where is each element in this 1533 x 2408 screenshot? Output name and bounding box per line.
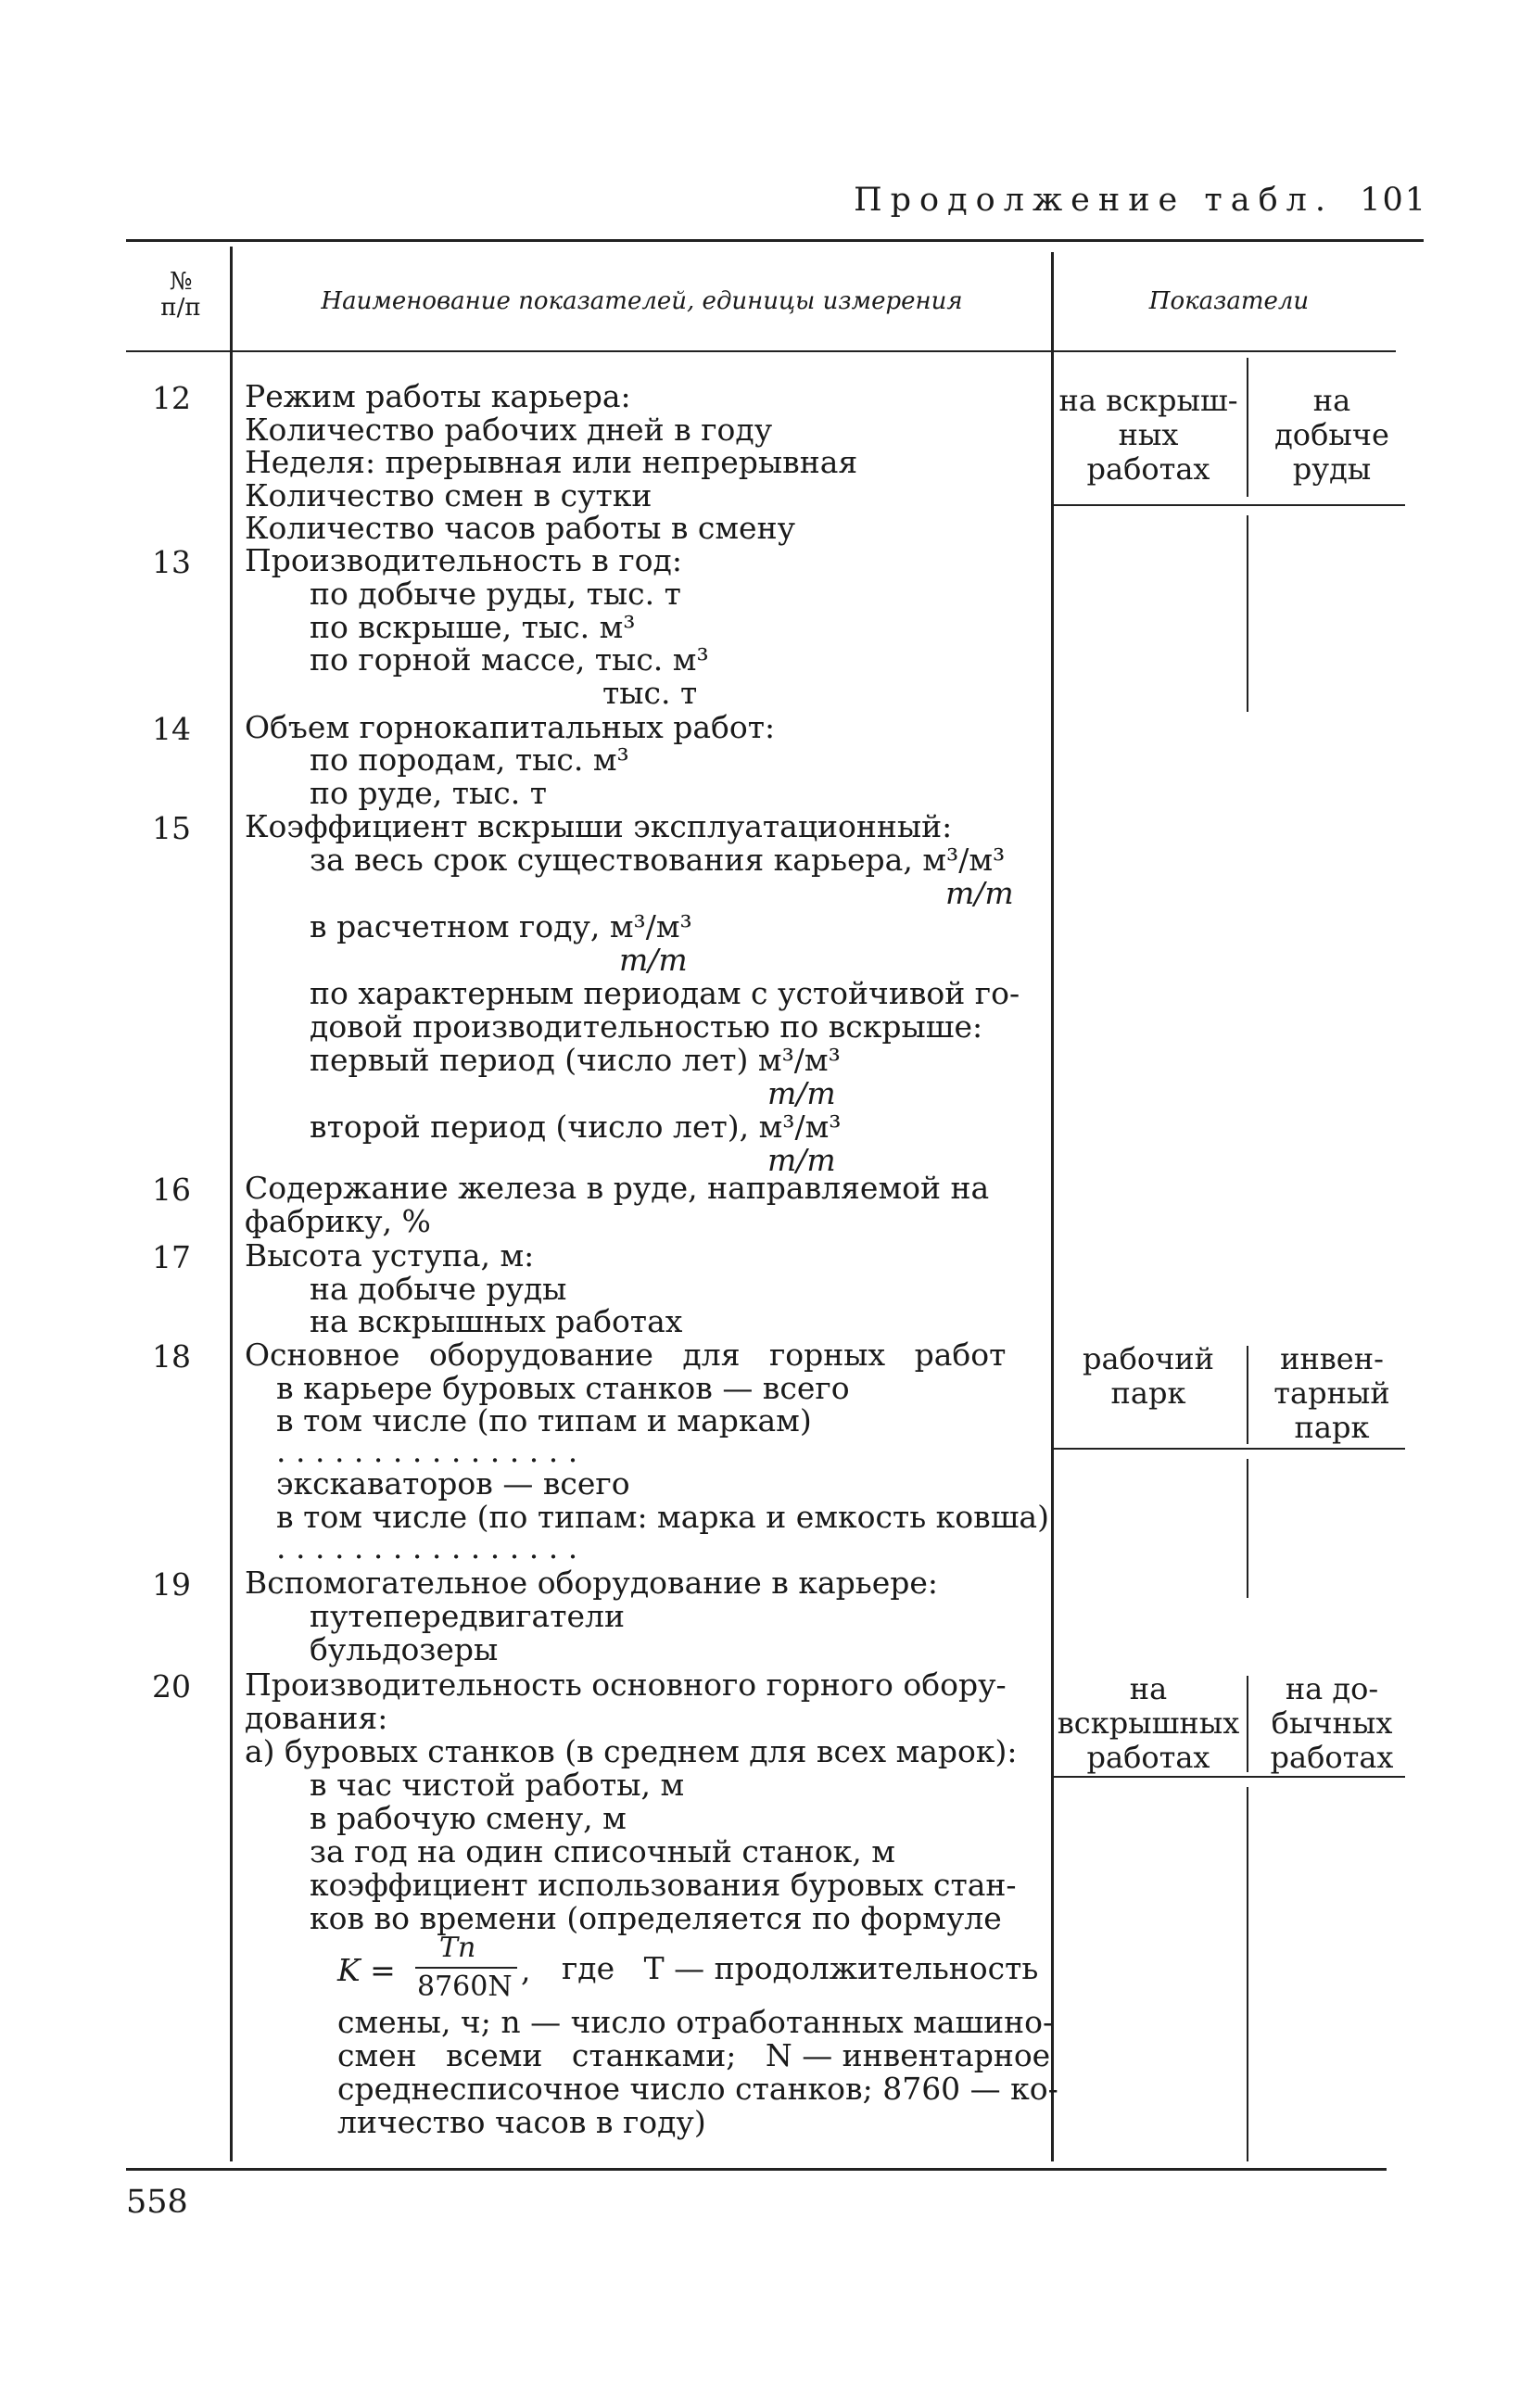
row-15-line: т/т [945,875,1014,911]
row-20-line: а) буровых станков (в среднем для всех марок): [245,1733,1018,1769]
row-19-line: путепередвигатели [310,1598,625,1634]
table-bottom-rule [126,2168,1387,2171]
row-20-line: личество часов в году) [337,2104,706,2140]
row-15-line: по характерным периодам с устойчивой го- [310,975,1020,1011]
subhead-20-left: на вскрышных работах [1057,1671,1240,1775]
row-15-line: второй период (число лет), м³/м³ [310,1109,842,1145]
formula-numerator: Tn [439,1932,476,1964]
row-15-line: довой производительностью по вскрыше: [310,1008,983,1045]
row-20-line: в час чистой работы, м [310,1767,685,1803]
row-15-line: в расчетном году, м³/м³ [310,908,692,944]
row-num-12: 12 [152,380,191,416]
formula-lhs: K = [337,1952,396,1988]
row-20-line: в рабочую смену, м [310,1800,627,1836]
subhead-12-left: на вскрыш- ных работах [1058,383,1238,487]
row-20-line: Производительность основного горного обору- [245,1667,1007,1703]
row-15-line: Коэффициент вскрыши эксплуатационный: [245,808,953,844]
subhead-12-right: на добыче руды [1274,383,1389,487]
subhead-18-left: рабочий парк [1083,1341,1214,1411]
values-subrule-12 [1053,504,1405,506]
row-18-line: в том числе (по типам и маркам) [276,1402,812,1438]
row-12-line: Количество рабочих дней в году [245,412,773,448]
row-13-line: тыс. т [602,675,698,711]
num-column-rule [230,247,233,2161]
row-12-line: Режим работы карьера: [245,378,631,414]
row-20-line: ков во времени (определяется по формуле [310,1900,1002,1936]
values-divider-20b [1247,1787,1248,2161]
row-19-line: Вспомогательное оборудование в карьере: [245,1565,939,1601]
col-name-header: Наименование показателей, единицы измерения [321,287,963,315]
row-18-line: Основное оборудование для горных работ [245,1337,1007,1373]
values-subrule-20 [1053,1776,1405,1778]
formula-denominator: 8760N [417,1971,513,2003]
values-divider-20a [1247,1676,1248,1772]
values-divider-18a [1247,1346,1248,1444]
col-num-header: № п/п [160,268,201,322]
row-15-line: за весь срок существования карьера, м³/м³ [310,842,1006,878]
row-num-19: 19 [152,1566,191,1603]
row-num-14: 14 [152,711,191,747]
row-13-line: по вскрыше, тыс. м³ [310,609,636,645]
values-divider-18b [1247,1459,1248,1598]
row-15-line: т/т [767,1142,836,1178]
row-num-16: 16 [152,1172,191,1208]
table-top-rule [126,239,1424,242]
row-15-line: т/т [767,1075,836,1111]
row-12-line: Количество смен в сутки [245,477,652,513]
row-19-line: бульдозеры [310,1631,499,1667]
row-num-15: 15 [152,810,191,846]
row-17-line: на вскрышных работах [310,1303,683,1339]
row-num-17: 17 [152,1239,191,1275]
values-divider-12a [1247,358,1248,497]
col-values-header: Показатели [1148,287,1310,315]
row-20-line: за год на один списочный станок, м [310,1833,895,1869]
row-num-20: 20 [152,1668,191,1705]
utilization-formula [337,1932,597,2006]
row-18-dot-leader: . . . . . . . . . . . . . . . . [276,1529,578,1565]
fraction-bar [415,1967,517,1969]
row-13-line: по добыче руды, тыс. т [310,576,681,612]
row-17-line: Высота уступа, м: [245,1237,535,1274]
row-12-line: Неделя: прерывная или непрерывная [245,444,858,480]
subhead-20-right: на до- бычных работах [1270,1671,1394,1775]
row-14-line: по руде, тыс. т [310,775,547,811]
values-divider-12b [1247,515,1248,712]
row-20-line: коэффициент использования буровых стан- [310,1867,1017,1903]
table-continuation-header [853,182,1427,219]
row-15-line: т/т [619,942,688,978]
row-12-line: Количество часов работы в смену [245,510,795,546]
page-number: 558 [126,2184,188,2221]
row-20-line: смены, ч; n — число отработанных машино- [337,2004,1054,2040]
row-18-line: в том числе (по типам: марка и емкость ковша) [276,1499,1049,1535]
formula-comma: , [521,1952,531,1988]
values-subrule-18 [1053,1448,1405,1450]
row-num-18: 18 [152,1338,191,1375]
row-16-line: Содержание железа в руде, направляемой на [245,1170,990,1206]
row-18-line: экскаваторов — всего [276,1465,630,1502]
row-16-line: фабрику, % [245,1203,431,1239]
subhead-18-right: инвен- тарный парк [1273,1341,1390,1445]
row-14-line: по породам, тыс. м³ [310,741,629,778]
header-bottom-rule [126,350,1396,352]
continuation-label: Продолжение табл. [854,182,1335,219]
row-num-13: 13 [152,544,191,580]
row-20-line: смен всеми станками; N — инвентарное [337,2037,1051,2073]
row-20-line: дования: [245,1700,388,1736]
table-number: 101 [1360,182,1427,219]
row-20-line: среднесписочное число станков; 8760 — ко- [337,2071,1058,2107]
row-13-line: по горной массе, тыс. м³ [310,641,709,678]
row-13-line: Производительность в год: [245,542,682,578]
row-17-line: на добыче руды [310,1271,567,1307]
row-20-line: где T — продолжительность [562,1950,1039,1986]
row-18-dot-leader: . . . . . . . . . . . . . . . . [276,1433,578,1469]
row-14-line: Объем горнокапитальных работ: [245,709,776,745]
row-15-line: первый период (число лет) м³/м³ [310,1042,841,1078]
row-18-line: в карьере буровых станков — всего [276,1370,850,1406]
